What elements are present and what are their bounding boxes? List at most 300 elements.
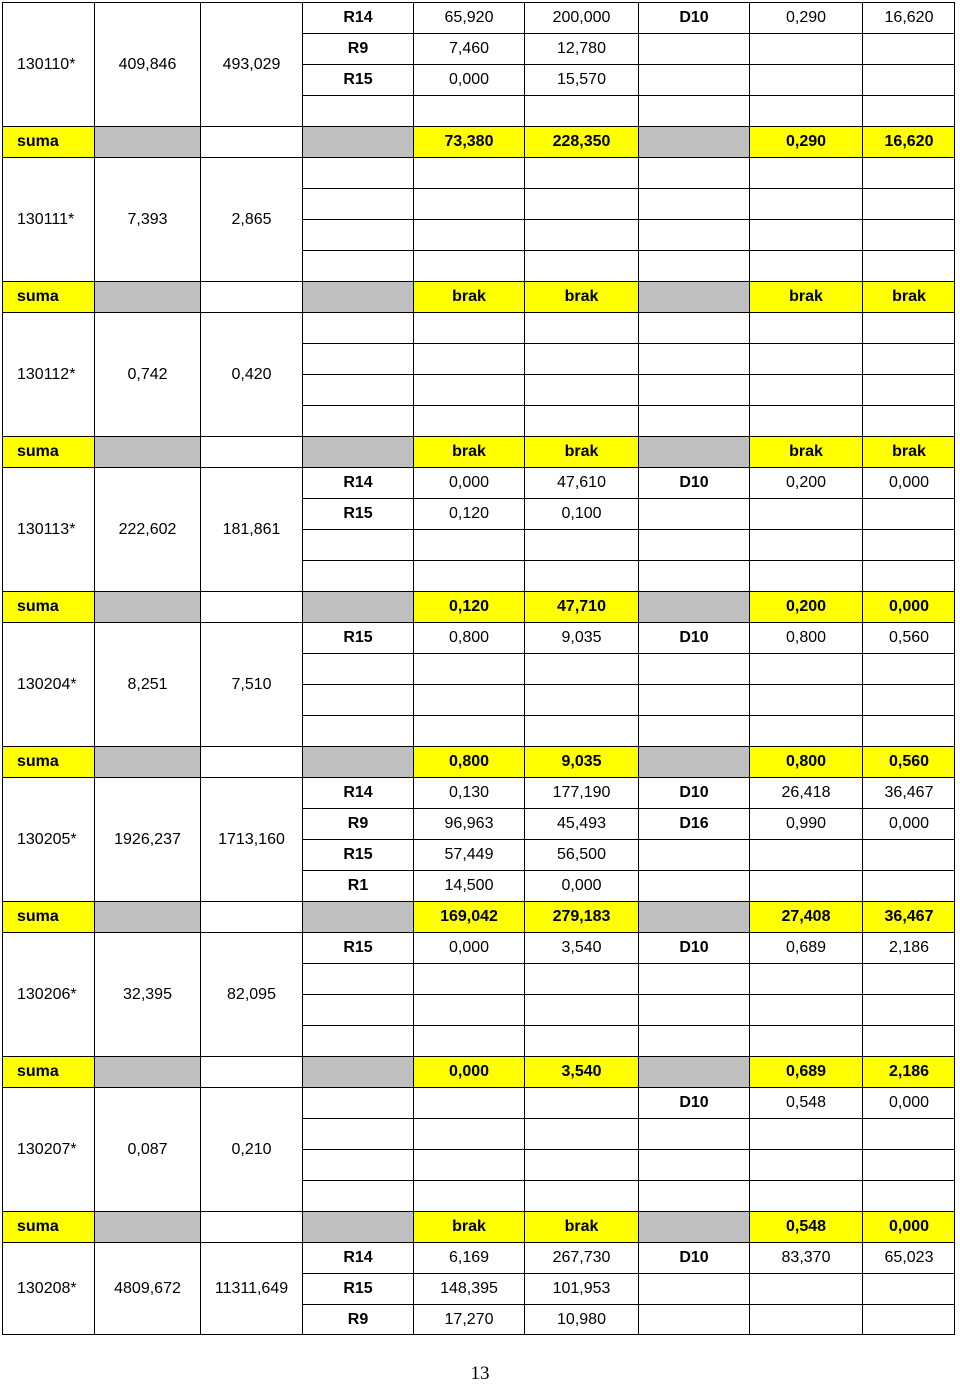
detail-cell-r — [302, 684, 413, 715]
detail-cell-e — [749, 839, 862, 870]
detail-cell-f — [862, 64, 955, 95]
sum-value-a: 0,120 — [413, 591, 524, 622]
amount-managed: 11311,649 — [200, 1242, 302, 1335]
detail-cell-e — [749, 64, 862, 95]
sum-label: suma — [2, 746, 94, 777]
detail-cell-b: 15,570 — [524, 64, 638, 95]
sum-value-e: 0,689 — [749, 1056, 862, 1087]
detail-cell-a — [413, 1149, 524, 1180]
detail-cell-e — [749, 343, 862, 374]
sum-value-a: 73,380 — [413, 126, 524, 157]
detail-cell-b — [524, 684, 638, 715]
sum-gray-cell — [302, 901, 413, 932]
sum-value-e: 27,408 — [749, 901, 862, 932]
sum-empty-cell — [200, 591, 302, 622]
detail-cell-f — [862, 188, 955, 219]
detail-cell-d: D10 — [638, 777, 749, 808]
sum-gray-cell — [94, 901, 200, 932]
waste-code: 130111* — [2, 157, 94, 281]
sum-gray-cell — [302, 1056, 413, 1087]
detail-cell-a: 0,130 — [413, 777, 524, 808]
detail-cell-a — [413, 188, 524, 219]
detail-cell-r: R9 — [302, 33, 413, 64]
detail-cell-a: 0,000 — [413, 932, 524, 963]
sum-value-b: 47,710 — [524, 591, 638, 622]
sum-value-e: 0,200 — [749, 591, 862, 622]
amount-managed: 493,029 — [200, 2, 302, 126]
detail-cell-f — [862, 1180, 955, 1211]
detail-cell-a — [413, 374, 524, 405]
sum-value-a: brak — [413, 436, 524, 467]
amount-generated: 7,393 — [94, 157, 200, 281]
sum-value-f: 0,000 — [862, 591, 955, 622]
sum-gray-cell — [302, 591, 413, 622]
detail-cell-f — [862, 312, 955, 343]
detail-cell-a — [413, 250, 524, 281]
detail-cell-f — [862, 529, 955, 560]
sum-gray-cell — [638, 1211, 749, 1242]
detail-cell-b — [524, 157, 638, 188]
detail-cell-f — [862, 1149, 955, 1180]
detail-cell-d — [638, 1118, 749, 1149]
detail-cell-b: 267,730 — [524, 1242, 638, 1273]
detail-cell-d: D10 — [638, 622, 749, 653]
sum-value-b: 279,183 — [524, 901, 638, 932]
detail-cell-r — [302, 1087, 413, 1118]
sum-value-a: 0,800 — [413, 746, 524, 777]
detail-cell-r — [302, 1025, 413, 1056]
detail-cell-f — [862, 343, 955, 374]
detail-cell-a: 65,920 — [413, 2, 524, 33]
sum-gray-cell — [638, 591, 749, 622]
detail-cell-d — [638, 715, 749, 746]
detail-cell-r: R14 — [302, 777, 413, 808]
detail-cell-a — [413, 684, 524, 715]
detail-cell-f — [862, 684, 955, 715]
detail-cell-r: R15 — [302, 622, 413, 653]
sum-value-f: brak — [862, 281, 955, 312]
detail-cell-r — [302, 1180, 413, 1211]
sum-empty-cell — [200, 901, 302, 932]
detail-cell-d — [638, 1025, 749, 1056]
sum-gray-cell — [302, 746, 413, 777]
detail-cell-r: R15 — [302, 1273, 413, 1304]
detail-cell-e — [749, 33, 862, 64]
detail-cell-f — [862, 95, 955, 126]
detail-cell-d — [638, 405, 749, 436]
detail-cell-f — [862, 1273, 955, 1304]
detail-cell-r — [302, 95, 413, 126]
detail-cell-a — [413, 963, 524, 994]
waste-code: 130113* — [2, 467, 94, 591]
detail-cell-f — [862, 250, 955, 281]
detail-cell-d — [638, 250, 749, 281]
detail-cell-e — [749, 219, 862, 250]
detail-cell-e — [749, 684, 862, 715]
detail-cell-r: R15 — [302, 498, 413, 529]
detail-cell-r — [302, 1149, 413, 1180]
detail-cell-a: 0,000 — [413, 64, 524, 95]
detail-cell-b — [524, 963, 638, 994]
detail-cell-d — [638, 64, 749, 95]
detail-cell-f — [862, 374, 955, 405]
detail-cell-f: 0,000 — [862, 808, 955, 839]
sum-value-e: 0,800 — [749, 746, 862, 777]
detail-cell-r: R14 — [302, 2, 413, 33]
detail-cell-r — [302, 250, 413, 281]
amount-managed: 0,210 — [200, 1087, 302, 1211]
detail-cell-f — [862, 839, 955, 870]
sum-value-b: 3,540 — [524, 1056, 638, 1087]
detail-cell-e: 0,290 — [749, 2, 862, 33]
detail-cell-e — [749, 963, 862, 994]
sum-value-f: 36,467 — [862, 901, 955, 932]
detail-cell-d — [638, 374, 749, 405]
detail-cell-f — [862, 653, 955, 684]
detail-cell-d — [638, 963, 749, 994]
detail-cell-b — [524, 374, 638, 405]
detail-cell-f — [862, 405, 955, 436]
detail-cell-b — [524, 715, 638, 746]
detail-cell-b: 47,610 — [524, 467, 638, 498]
sum-label: suma — [2, 436, 94, 467]
detail-cell-r — [302, 374, 413, 405]
detail-cell-d — [638, 870, 749, 901]
sum-label: suma — [2, 1211, 94, 1242]
detail-cell-a — [413, 529, 524, 560]
sum-value-b: brak — [524, 436, 638, 467]
detail-cell-d: D10 — [638, 1242, 749, 1273]
detail-cell-d — [638, 1180, 749, 1211]
sum-gray-cell — [302, 126, 413, 157]
sum-label: suma — [2, 126, 94, 157]
sum-label: suma — [2, 1056, 94, 1087]
detail-cell-r: R14 — [302, 467, 413, 498]
sum-value-f: 16,620 — [862, 126, 955, 157]
sum-gray-cell — [302, 1211, 413, 1242]
detail-cell-d: D10 — [638, 1087, 749, 1118]
detail-cell-a: 14,500 — [413, 870, 524, 901]
detail-cell-d — [638, 1149, 749, 1180]
sum-value-b: 228,350 — [524, 126, 638, 157]
detail-cell-d: D10 — [638, 467, 749, 498]
detail-cell-b: 45,493 — [524, 808, 638, 839]
detail-cell-f — [862, 870, 955, 901]
detail-cell-d — [638, 560, 749, 591]
sum-gray-cell — [94, 436, 200, 467]
sum-value-a: brak — [413, 1211, 524, 1242]
detail-cell-a: 96,963 — [413, 808, 524, 839]
detail-cell-a — [413, 560, 524, 591]
detail-cell-a — [413, 405, 524, 436]
waste-code: 130110* — [2, 2, 94, 126]
detail-cell-d — [638, 95, 749, 126]
waste-code: 130205* — [2, 777, 94, 901]
detail-cell-e — [749, 1304, 862, 1335]
detail-cell-r: R14 — [302, 1242, 413, 1273]
detail-cell-r — [302, 963, 413, 994]
detail-cell-d — [638, 188, 749, 219]
detail-cell-f — [862, 1118, 955, 1149]
detail-cell-e: 26,418 — [749, 777, 862, 808]
detail-cell-f: 0,560 — [862, 622, 955, 653]
detail-cell-d — [638, 529, 749, 560]
detail-cell-b: 12,780 — [524, 33, 638, 64]
sum-value-e: 0,548 — [749, 1211, 862, 1242]
detail-cell-r — [302, 312, 413, 343]
detail-cell-e — [749, 312, 862, 343]
detail-cell-b: 56,500 — [524, 839, 638, 870]
detail-cell-r — [302, 994, 413, 1025]
detail-cell-f: 0,000 — [862, 467, 955, 498]
detail-cell-e: 0,200 — [749, 467, 862, 498]
sum-label: suma — [2, 901, 94, 932]
detail-cell-e — [749, 1149, 862, 1180]
detail-cell-f — [862, 963, 955, 994]
detail-cell-f — [862, 994, 955, 1025]
detail-cell-b — [524, 529, 638, 560]
detail-cell-r: R15 — [302, 839, 413, 870]
sum-value-a: brak — [413, 281, 524, 312]
detail-cell-e — [749, 653, 862, 684]
detail-cell-e: 0,990 — [749, 808, 862, 839]
sum-gray-cell — [94, 746, 200, 777]
sum-value-b: brak — [524, 281, 638, 312]
sum-gray-cell — [94, 1056, 200, 1087]
detail-cell-b — [524, 560, 638, 591]
detail-cell-e — [749, 374, 862, 405]
detail-cell-a: 0,000 — [413, 467, 524, 498]
detail-cell-r: R1 — [302, 870, 413, 901]
detail-cell-b — [524, 250, 638, 281]
detail-cell-a — [413, 95, 524, 126]
detail-cell-b: 3,540 — [524, 932, 638, 963]
detail-cell-a: 6,169 — [413, 1242, 524, 1273]
detail-cell-a — [413, 994, 524, 1025]
detail-cell-e — [749, 188, 862, 219]
detail-cell-r — [302, 405, 413, 436]
sum-empty-cell — [200, 281, 302, 312]
detail-cell-e — [749, 95, 862, 126]
detail-cell-b — [524, 188, 638, 219]
detail-cell-b — [524, 994, 638, 1025]
detail-cell-b — [524, 1149, 638, 1180]
detail-cell-b — [524, 1025, 638, 1056]
detail-cell-d — [638, 994, 749, 1025]
detail-cell-a: 0,120 — [413, 498, 524, 529]
detail-cell-a — [413, 653, 524, 684]
sum-gray-cell — [302, 436, 413, 467]
detail-cell-r — [302, 188, 413, 219]
detail-cell-b — [524, 95, 638, 126]
detail-cell-e — [749, 157, 862, 188]
waste-code: 130204* — [2, 622, 94, 746]
amount-generated: 4809,672 — [94, 1242, 200, 1335]
detail-cell-b: 177,190 — [524, 777, 638, 808]
detail-cell-b: 9,035 — [524, 622, 638, 653]
detail-cell-d: D10 — [638, 932, 749, 963]
sum-value-a: 0,000 — [413, 1056, 524, 1087]
detail-cell-b: 0,000 — [524, 870, 638, 901]
sum-gray-cell — [638, 436, 749, 467]
detail-cell-a: 148,395 — [413, 1273, 524, 1304]
amount-generated: 0,087 — [94, 1087, 200, 1211]
detail-cell-d: D10 — [638, 2, 749, 33]
sum-value-f: 2,186 — [862, 1056, 955, 1087]
amount-generated: 1926,237 — [94, 777, 200, 901]
sum-value-f: 0,000 — [862, 1211, 955, 1242]
sum-value-f: 0,560 — [862, 746, 955, 777]
detail-cell-r — [302, 715, 413, 746]
detail-cell-e: 0,548 — [749, 1087, 862, 1118]
detail-cell-r — [302, 1118, 413, 1149]
detail-cell-d — [638, 498, 749, 529]
detail-cell-f: 2,186 — [862, 932, 955, 963]
sum-value-e: 0,290 — [749, 126, 862, 157]
sum-empty-cell — [200, 436, 302, 467]
detail-cell-r — [302, 560, 413, 591]
detail-cell-r: R9 — [302, 1304, 413, 1335]
detail-cell-e — [749, 1273, 862, 1304]
sum-value-b: brak — [524, 1211, 638, 1242]
detail-cell-a — [413, 1087, 524, 1118]
detail-cell-b — [524, 343, 638, 374]
page-number: 13 — [470, 1363, 490, 1384]
amount-managed: 82,095 — [200, 932, 302, 1056]
detail-cell-e — [749, 560, 862, 591]
detail-cell-f — [862, 715, 955, 746]
sum-gray-cell — [302, 281, 413, 312]
detail-cell-f: 36,467 — [862, 777, 955, 808]
waste-code: 130206* — [2, 932, 94, 1056]
detail-cell-d — [638, 157, 749, 188]
detail-cell-a — [413, 343, 524, 374]
detail-cell-a — [413, 1025, 524, 1056]
detail-cell-e — [749, 715, 862, 746]
detail-cell-f — [862, 157, 955, 188]
amount-generated: 409,846 — [94, 2, 200, 126]
detail-cell-a — [413, 1180, 524, 1211]
sum-label: suma — [2, 281, 94, 312]
sum-value-e: brak — [749, 436, 862, 467]
detail-cell-r — [302, 653, 413, 684]
detail-cell-d: D16 — [638, 808, 749, 839]
detail-cell-f — [862, 33, 955, 64]
detail-cell-r — [302, 529, 413, 560]
sum-gray-cell — [94, 1211, 200, 1242]
sum-value-a: 169,042 — [413, 901, 524, 932]
detail-cell-f: 0,000 — [862, 1087, 955, 1118]
sum-empty-cell — [200, 746, 302, 777]
detail-cell-f: 16,620 — [862, 2, 955, 33]
detail-cell-d — [638, 684, 749, 715]
sum-empty-cell — [200, 1211, 302, 1242]
detail-cell-b — [524, 219, 638, 250]
detail-cell-d — [638, 312, 749, 343]
detail-cell-e — [749, 1118, 862, 1149]
sum-gray-cell — [638, 1056, 749, 1087]
detail-cell-e — [749, 994, 862, 1025]
sum-gray-cell — [638, 126, 749, 157]
sum-empty-cell — [200, 126, 302, 157]
detail-cell-e — [749, 870, 862, 901]
detail-cell-e: 83,370 — [749, 1242, 862, 1273]
detail-cell-r — [302, 219, 413, 250]
sum-value-e: brak — [749, 281, 862, 312]
detail-cell-e: 0,800 — [749, 622, 862, 653]
detail-cell-b — [524, 1180, 638, 1211]
detail-cell-d — [638, 1304, 749, 1335]
detail-cell-r: R9 — [302, 808, 413, 839]
detail-cell-a: 57,449 — [413, 839, 524, 870]
detail-cell-a — [413, 312, 524, 343]
detail-cell-f: 65,023 — [862, 1242, 955, 1273]
detail-cell-f — [862, 1025, 955, 1056]
amount-generated: 8,251 — [94, 622, 200, 746]
detail-cell-e — [749, 250, 862, 281]
detail-cell-a — [413, 1118, 524, 1149]
detail-cell-b — [524, 312, 638, 343]
detail-cell-a — [413, 219, 524, 250]
detail-cell-r: R15 — [302, 64, 413, 95]
sum-gray-cell — [638, 901, 749, 932]
waste-code: 130208* — [2, 1242, 94, 1335]
detail-cell-f — [862, 1304, 955, 1335]
amount-managed: 1713,160 — [200, 777, 302, 901]
detail-cell-a: 17,270 — [413, 1304, 524, 1335]
sum-gray-cell — [638, 281, 749, 312]
amount-managed: 181,861 — [200, 467, 302, 591]
detail-cell-e — [749, 1180, 862, 1211]
detail-cell-b — [524, 405, 638, 436]
detail-cell-r — [302, 157, 413, 188]
detail-cell-r: R15 — [302, 932, 413, 963]
detail-cell-e: 0,689 — [749, 932, 862, 963]
sum-gray-cell — [638, 746, 749, 777]
detail-cell-b: 10,980 — [524, 1304, 638, 1335]
detail-cell-d — [638, 1273, 749, 1304]
sum-gray-cell — [94, 126, 200, 157]
amount-managed: 7,510 — [200, 622, 302, 746]
amount-managed: 2,865 — [200, 157, 302, 281]
waste-code: 130207* — [2, 1087, 94, 1211]
detail-cell-a: 7,460 — [413, 33, 524, 64]
sum-empty-cell — [200, 1056, 302, 1087]
sum-gray-cell — [94, 591, 200, 622]
amount-managed: 0,420 — [200, 312, 302, 436]
amount-generated: 32,395 — [94, 932, 200, 1056]
detail-cell-f — [862, 219, 955, 250]
detail-cell-e — [749, 498, 862, 529]
sum-value-b: 9,035 — [524, 746, 638, 777]
detail-cell-d — [638, 839, 749, 870]
detail-cell-d — [638, 219, 749, 250]
detail-cell-d — [638, 33, 749, 64]
table-border-bottom — [2, 1334, 955, 1335]
detail-cell-b — [524, 1118, 638, 1149]
detail-cell-a — [413, 715, 524, 746]
detail-cell-a — [413, 157, 524, 188]
detail-cell-r — [302, 343, 413, 374]
sum-label: suma — [2, 591, 94, 622]
detail-cell-a: 0,800 — [413, 622, 524, 653]
detail-cell-b — [524, 653, 638, 684]
table-border-right — [954, 2, 955, 1335]
detail-cell-d — [638, 343, 749, 374]
detail-cell-e — [749, 405, 862, 436]
detail-cell-f — [862, 560, 955, 591]
detail-cell-b: 200,000 — [524, 2, 638, 33]
